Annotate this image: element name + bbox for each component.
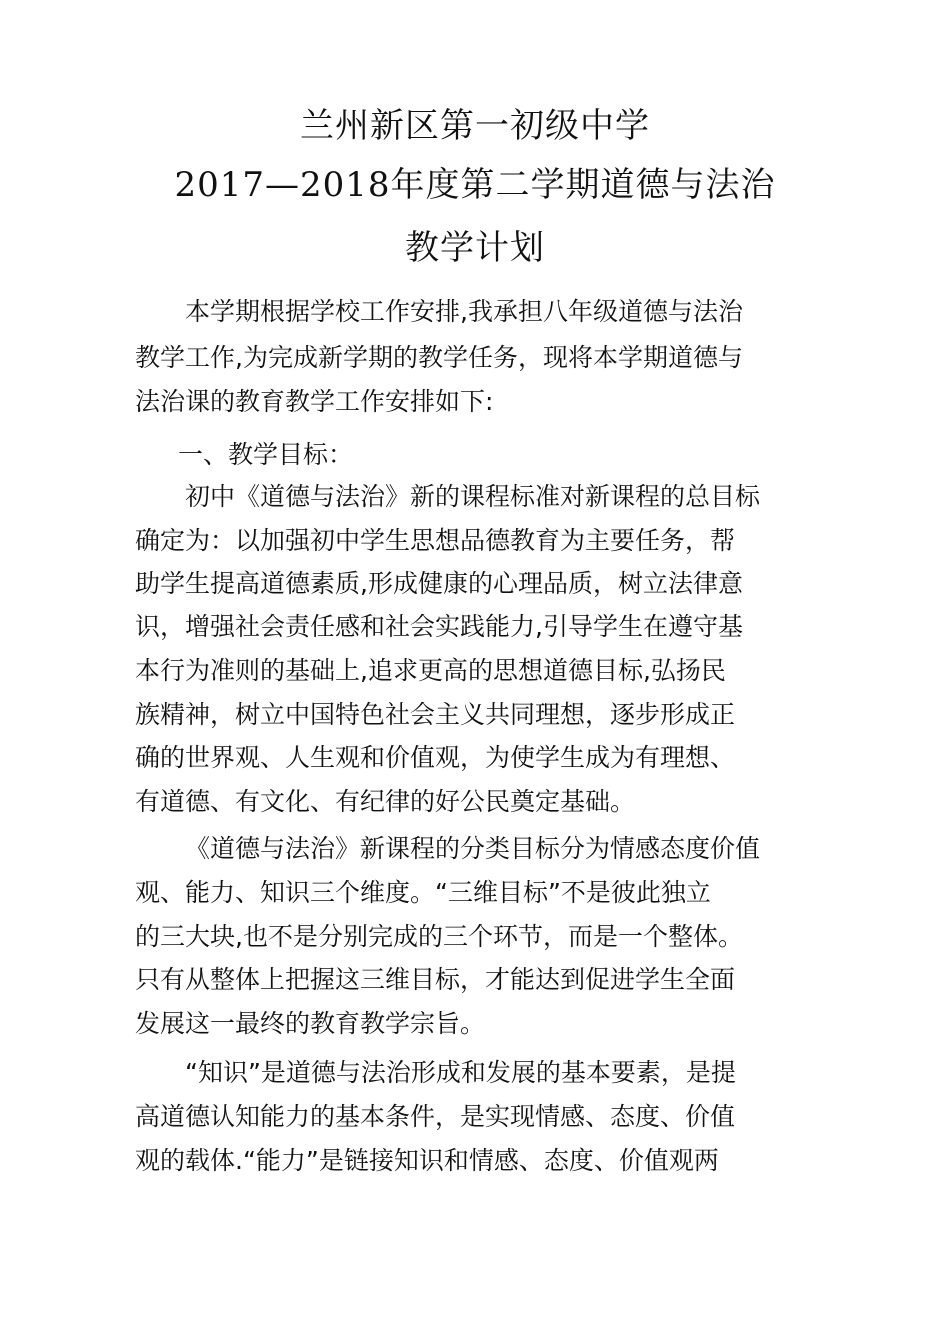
term-subject-title: 2017—2018年度第二学期道德与法治 — [174, 165, 776, 205]
paragraph-line: 观的载体.“能力”是链接知识和情感、态度、价值观两 — [135, 1146, 719, 1175]
plan-title: 教学计划 — [405, 228, 545, 268]
paragraph-line: “知识”是道德与法治形成和发展的基本要素，是提 — [185, 1058, 736, 1087]
paragraph-line: 观、能力、知识三个维度。“三维目标”不是彼此独立 — [135, 878, 711, 907]
paragraph-line: 确的世界观、人生观和价值观，为使学生成为有理想、 — [135, 743, 736, 772]
paragraph-line: 初中《道德与法治》新的课程标准对新课程的总目标 — [185, 482, 761, 511]
paragraph-line: 识，增强社会责任感和社会实践能力,引导学生在遵守基 — [135, 612, 743, 641]
paragraph-line: 有道德、有文化、有纪律的好公民奠定基础。 — [135, 787, 636, 816]
paragraph-line: 族精神，树立中国特色社会主义共同理想，逐步形成正 — [135, 700, 736, 729]
paragraph-line: 的三大块,也不是分别完成的三个环节，而是一个整体。 — [135, 922, 743, 951]
paragraph-line: 《道德与法治》新课程的分类目标分为情感态度价值 — [185, 834, 761, 863]
paragraph-line: 只有从整体上把握这三维目标，才能达到促进学生全面 — [135, 965, 736, 994]
school-name-title: 兰州新区第一初级中学 — [300, 106, 650, 146]
paragraph-line: 本学期根据学校工作安排,我承担八年级道德与法治 — [185, 297, 743, 326]
paragraph-line: 发展这一最终的教育教学宗旨。 — [135, 1009, 486, 1038]
paragraph-line: 法治课的教育教学工作安排如下: — [135, 387, 494, 416]
paragraph-line: 高道德认知能力的基本条件，是实现情感、态度、价值 — [135, 1102, 736, 1131]
paragraph-line: 助学生提高道德素质,形成健康的心理品质，树立法律意 — [135, 569, 743, 598]
paragraph-line: 本行为准则的基础上,追求更高的思想道德目标,弘扬民 — [135, 656, 726, 685]
paragraph-line: 教学工作,为完成新学期的教学任务，现将本学期道德与 — [135, 343, 743, 372]
section-heading: 一、教学目标： — [178, 440, 354, 469]
paragraph-line: 确定为：以加强初中学生思想品德教育为主要任务，帮 — [135, 526, 736, 555]
